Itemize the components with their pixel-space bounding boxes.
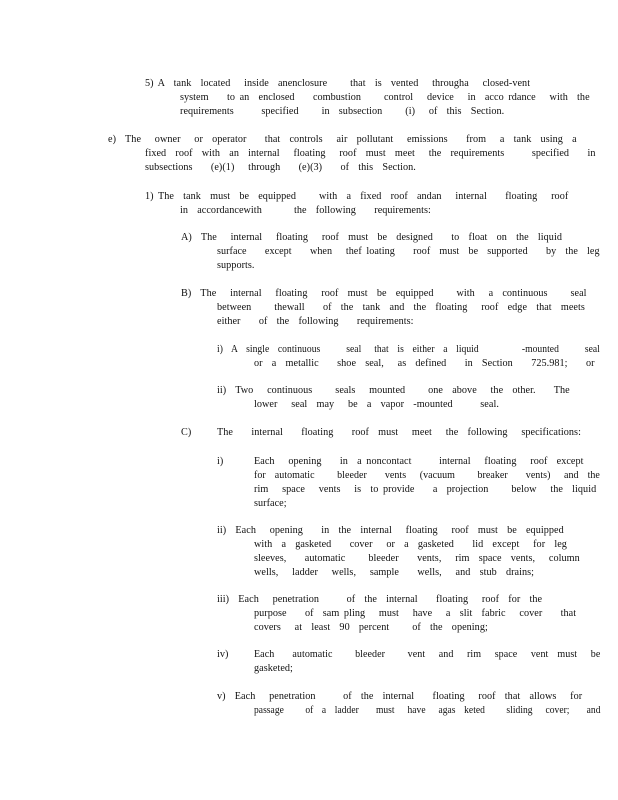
item-Ciii-line-1: iii) Each penetration of the internal floating roof for the <box>217 594 543 605</box>
item-B-line-1: B) The internal floating roof must be equipped with a continuous seal <box>181 288 587 299</box>
item-Cv-line-2: passage of a ladder must have agas keted sliding cover; and <box>254 705 601 716</box>
item-C-label: C) <box>181 427 192 438</box>
item-Ci-label: i) <box>217 456 224 467</box>
item-Cv-line-1: v) Each penetration of the internal floating roof that allows for <box>217 691 583 702</box>
item-C-text: The internal floating roof must meet the following specifications: <box>217 427 581 438</box>
item-a5-line-2: system to an enclosed combustion control device in acco rdance with the <box>180 92 590 103</box>
item-a5-line-1: 5) A tank located inside anenclosure that is vented througha closed-vent <box>145 78 531 89</box>
item-e-line-1: e) The owner or operator that controls air pollutant emissions from a tank using a <box>108 134 577 145</box>
item-Civ-line-2: gasketed; <box>254 663 293 674</box>
item-Bi-line-2: or a metallic shoe seal, as defined in Section 725.981; or <box>254 358 595 369</box>
item-Ci-line-3: rim space vents is to provide a projection below the liquid <box>254 484 597 495</box>
item-Civ-label: iv) <box>217 649 229 660</box>
item-Ci-line-4: surface; <box>254 498 287 509</box>
item-Bii-line-1: ii) Two continuous seals mounted one above the other. The <box>217 385 570 396</box>
item-e-line-2: fixed roof with an internal floating roof must meet the requirements specified in <box>145 148 596 159</box>
item-a5-line-3: requirements specified in subsection (i) of this Section. <box>180 106 505 117</box>
item-Bi-line-1: i) A single continuous seal that is either a liquid -mounted seal <box>217 344 600 355</box>
item-Cii-line-3: sleeves, automatic bleeder vents, rim space vents, column <box>254 553 580 564</box>
item-e-line-3: subsections (e)(1) through (e)(3) of this Section. <box>145 162 416 173</box>
item-Ci-line-2: for automatic bleeder vents (vacuum breaker vents) and the <box>254 470 600 481</box>
item-1-line-1: 1) The tank must be equipped with a fixed roof andan internal floating roof <box>145 191 569 202</box>
item-Ci-line-1: Each opening in a noncontact internal floating roof except <box>254 456 584 467</box>
item-Ciii-line-2: purpose of sam pling must have a slit fabric cover that <box>254 608 577 619</box>
item-B-line-2: between thewall of the tank and the floating roof edge that meets <box>217 302 585 313</box>
item-Ciii-line-3: covers at least 90 percent of the opening; <box>254 622 488 633</box>
item-Civ-line-1: Each automatic bleeder vent and rim space vent must be <box>254 649 601 660</box>
item-A-line-1: A) The internal floating roof must be designed to float on the liquid <box>181 232 562 243</box>
item-Cii-line-4: wells, ladder wells, sample wells, and stub drains; <box>254 567 535 578</box>
item-Cii-line-1: ii) Each opening in the internal floating roof must be equipped <box>217 525 564 536</box>
item-A-line-2: surface except when thef loating roof must be supported by the leg <box>217 246 600 257</box>
item-Bii-line-2: lower seal may be a vapor -mounted seal. <box>254 399 499 410</box>
item-B-line-3: either of the following requirements: <box>217 316 414 327</box>
item-A-line-3: supports. <box>217 260 255 271</box>
item-1-line-2: in accordancewith the following requirements: <box>180 205 431 216</box>
item-Cii-line-2: with a gasketed cover or a gasketed lid except for leg <box>254 539 567 550</box>
